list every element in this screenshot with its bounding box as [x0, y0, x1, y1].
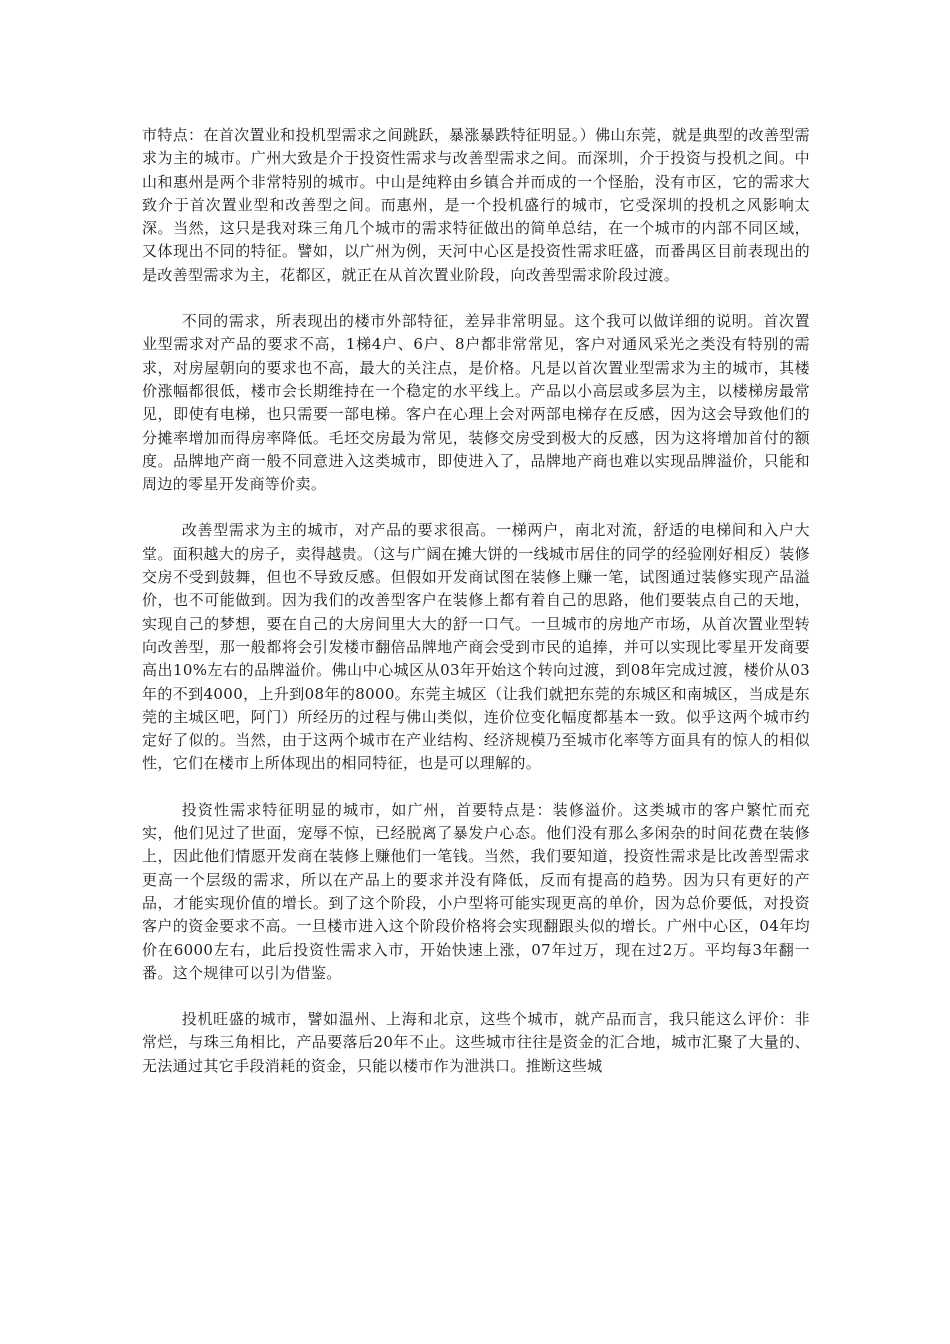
paragraph-1: 市特点：在首次置业和投机型需求之间跳跃，暴涨暴跌特征明显。）佛山东莞，就是典型的改善型需求为主的城市。广州大致是介于投资性需求与改善型需求之间。而深圳，介于投资与投机之间。中山和惠州是两个非常特别的城市。中山是纯粹由乡镇合并而成的一个怪胎，没有市区，它的需求大致介于首次置业型和改善型之间。而惠州，是一个投机盛行的城市，它受深圳的投机之风影响太深。当然，这只是我对珠三角几个城市的需求特征做出的简单总结，在一个城市的内部不同区域，又体现出不同的特征。譬如，以广州为例，天河中心区是投资性需求旺盛，而番禺区目前表现出的是改善型需求为主，花都区，就正在从首次置业阶段，向改善型需求阶段过渡。	[142, 126, 810, 284]
paragraph-2: 不同的需求，所表现出的楼市外部特征，差异非常明显。这个我可以做详细的说明。首次置业型需求对产品的要求不高，1梯4户、6户、8户都非常常见，客户对通风采光之类没有特别的需求，对房屋朝向的要求也不高，最大的关注点，是价格。凡是以首次置业型需求为主的城市，其楼价涨幅都很低，楼市会长期维持在一个稳定的水平线上。产品以小高层或多层为主，以楼梯房最常见，即使有电梯，也只需要一部电梯。客户在心理上会对两部电梯存在反感，因为这会导致他们的分摊率增加而得房率降低。毛坯交房最为常见，装修交房受到极大的反感，因为这将增加首付的额度。品牌地产商一般不同意进入这类城市，即使进入了，品牌地产商也难以实现品牌溢价，只能和周边的零星开发商等价卖。	[142, 312, 810, 494]
paragraph-3: 改善型需求为主的城市，对产品的要求很高。一梯两户，南北对流，舒适的电梯间和入户大堂。面积越大的房子，卖得越贵。（这与广阔在摊大饼的一线城市居住的同学的经验刚好相反）装修交房不受到鼓舞，但也不导致反感。但假如开发商试图在装修上赚一笔，试图通过装修实现产品溢价，也不可能做到。因为我们的改善型客户在装修上都有着自己的思路，他们要装点自己的天地，实现自己的梦想，要在自己的大房间里大大的舒一口气。一旦城市的房地产市场，从首次置业型转向改善型，那一般都将会引发楼市翻倍品牌地产商会受到市民的追捧，并可以实现比零星开发商要高出10%左右的品牌溢价。佛山中心城区从03年开始这个转向过渡，到08年完成过渡，楼价从03年的不到4000，上升到08年的8000。东莞主城区（让我们就把东莞的东城区和南城区，当成是东莞的主城区吧，阿门）所经历的过程与佛山类似，连价位变化幅度都基本一致。似乎这两个城市约定好了似的。当然，由于这两个城市在产业结构、经济规模乃至城市化率等方面具有的惊人的相似性，它们在楼市上所体现出的相同特征，也是可以理解的。	[142, 521, 810, 773]
paragraph-4: 投资性需求特征明显的城市，如广州，首要特点是：装修溢价。这类城市的客户繁忙而充实，他们见过了世面，宠辱不惊，已经脱离了暴发户心态。他们没有那么多闲杂的时间花费在装修上，因此他们情愿开发商在装修上赚他们一笔钱。当然，我们要知道，投资性需求是比改善型需求更高一个层级的需求，所以在产品上的要求并没有降低，反而有提高的趋势。因为只有更好的产品，才能实现价值的增长。到了这个阶段，小户型将可能实现更高的单价，因为总价要低，对投资客户的资金要求不高。一旦楼市进入这个阶段价格将会实现翻跟头似的增长。广州中心区，04年均价在6000左右，此后投资性需求入市，开始快速上涨，07年过万，现在过2万。平均每3年翻一番。这个规律可以引为借鉴。	[142, 800, 810, 982]
paragraph-5: 投机旺盛的城市，譬如温州、上海和北京，这些个城市，就产品而言，我只能这么评价：非常烂，与珠三角相比，产品要落后20年不止。这些城市往往是资金的汇合地，城市汇聚了大量的、无法通过其它手段消耗的资金，只能以楼市作为泄洪口。推断这些城	[142, 1010, 810, 1075]
document-page	[142, 124, 810, 1101]
